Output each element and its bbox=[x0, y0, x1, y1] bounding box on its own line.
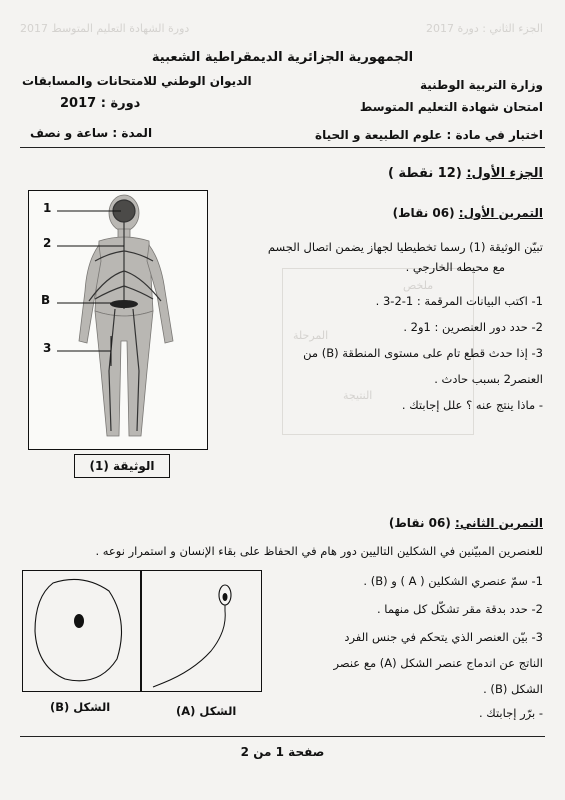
bleed-table-text: المرحلة bbox=[293, 329, 329, 342]
doc1-label-3: 3 bbox=[43, 341, 52, 355]
session-label: دورة : bbox=[100, 96, 141, 111]
subject-line: اختبار في مادة : علوم الطبيعة و الحياة bbox=[315, 128, 543, 142]
ex2-question-2: 2- حدد بدقة مقر تشكّل كل منهما . bbox=[377, 602, 543, 616]
ex1-question-2: 2- حدد دور العنصرين : 1و2 . bbox=[403, 320, 543, 334]
ex2-question-3-cont: الناتج عن اندماج عنصر الشكل (A) مع عنصر bbox=[333, 656, 543, 670]
exam-name: امتحان شهادة التعليم المتوسط bbox=[359, 100, 543, 114]
doc1-label-1: 1 bbox=[43, 201, 52, 215]
ex1-intro-line2: مع محيطه الخارجي . bbox=[405, 260, 505, 274]
figure-a-frame bbox=[140, 570, 262, 692]
sperm-diagram bbox=[141, 571, 261, 691]
ex2-title: التمرين الثاني: bbox=[455, 516, 543, 530]
nervous-system-diagram bbox=[29, 191, 207, 449]
ex2-question-3-cont2: الشكل (B) . bbox=[483, 682, 543, 696]
bleed-table-text: ملخص bbox=[403, 279, 434, 292]
part1-title: الجزء الأول: bbox=[466, 166, 543, 181]
part1-heading bbox=[388, 166, 543, 181]
region-b-marker bbox=[110, 300, 138, 308]
ex2-intro: للعنصرين المبيّنين في الشكلين التاليين دور هام في الحفاظ على بقاء الإنسان و استمرار نوعه . bbox=[95, 544, 543, 558]
session-year: 2017 bbox=[60, 96, 97, 111]
footer-divider bbox=[20, 736, 545, 737]
duration-line: المدة : ساعة و نصف bbox=[30, 126, 153, 140]
figure-b-caption: الشكل (B) bbox=[50, 700, 111, 714]
part1-points: (12 نقطة ) bbox=[387, 166, 462, 181]
ex1-heading bbox=[393, 206, 543, 220]
ex2-question-3-sub: - برّر إجابتك . bbox=[478, 706, 543, 720]
ex1-question-3-sub: - ماذا ينتج عنه ؟ علل إجابتك . bbox=[401, 398, 543, 412]
doc1-label-2: 2 bbox=[43, 236, 52, 250]
ex2-question-3: 3- بيّن العنصر الذي يتحكم في جنس الفرد bbox=[344, 630, 543, 644]
ex1-question-1: 1- اكتب البيانات المرقمة : 1-2-3 . bbox=[375, 294, 543, 308]
document1-caption: الوثيقة (1) bbox=[74, 454, 170, 478]
page-number: صفحة 1 من 2 bbox=[240, 745, 325, 759]
bleed-table-text: النتيجة bbox=[343, 389, 373, 402]
ex1-points: (06 نقاط) bbox=[392, 206, 455, 220]
ex1-intro-line1: تبيّن الوثيقة (1) رسما تخطيطيا لجهاز يضمن اتصال الجسم bbox=[267, 240, 543, 254]
document1-frame bbox=[28, 190, 208, 450]
bleed-text-top-left: 2017 دورة الشهادة التعليم المتوسط bbox=[20, 22, 190, 35]
figure-a-caption: الشكل (A) bbox=[176, 704, 237, 718]
ex1-question-3-cont: العنصر2 بسبب حادث . bbox=[434, 372, 543, 386]
ovum-diagram bbox=[23, 571, 141, 691]
ex2-question-1: 1- سمّ عنصري الشكلين ( A ) و (B) . bbox=[363, 574, 543, 588]
header-divider bbox=[20, 147, 545, 148]
ministry-name: وزارة التربية الوطنية bbox=[419, 78, 543, 92]
office-name: الديوان الوطني للامتحانات والمسابقات bbox=[22, 74, 252, 88]
bleed-text-top-right: الجزء الثاني : دورة 2017 bbox=[425, 22, 543, 35]
ex2-points: (06 نقاط) bbox=[388, 516, 451, 530]
ex1-title: التمرين الأول: bbox=[458, 206, 543, 220]
republic-title: الجمهورية الجزائرية الديمقراطية الشعبية bbox=[151, 50, 414, 65]
ex2-heading bbox=[389, 516, 543, 530]
ex1-question-3: 3- إذا حدث قطع تام على مستوى المنطقة (B) من bbox=[303, 346, 543, 360]
figure-b-frame bbox=[22, 570, 142, 692]
doc1-label-b: B bbox=[41, 293, 51, 307]
session-line bbox=[60, 96, 140, 111]
